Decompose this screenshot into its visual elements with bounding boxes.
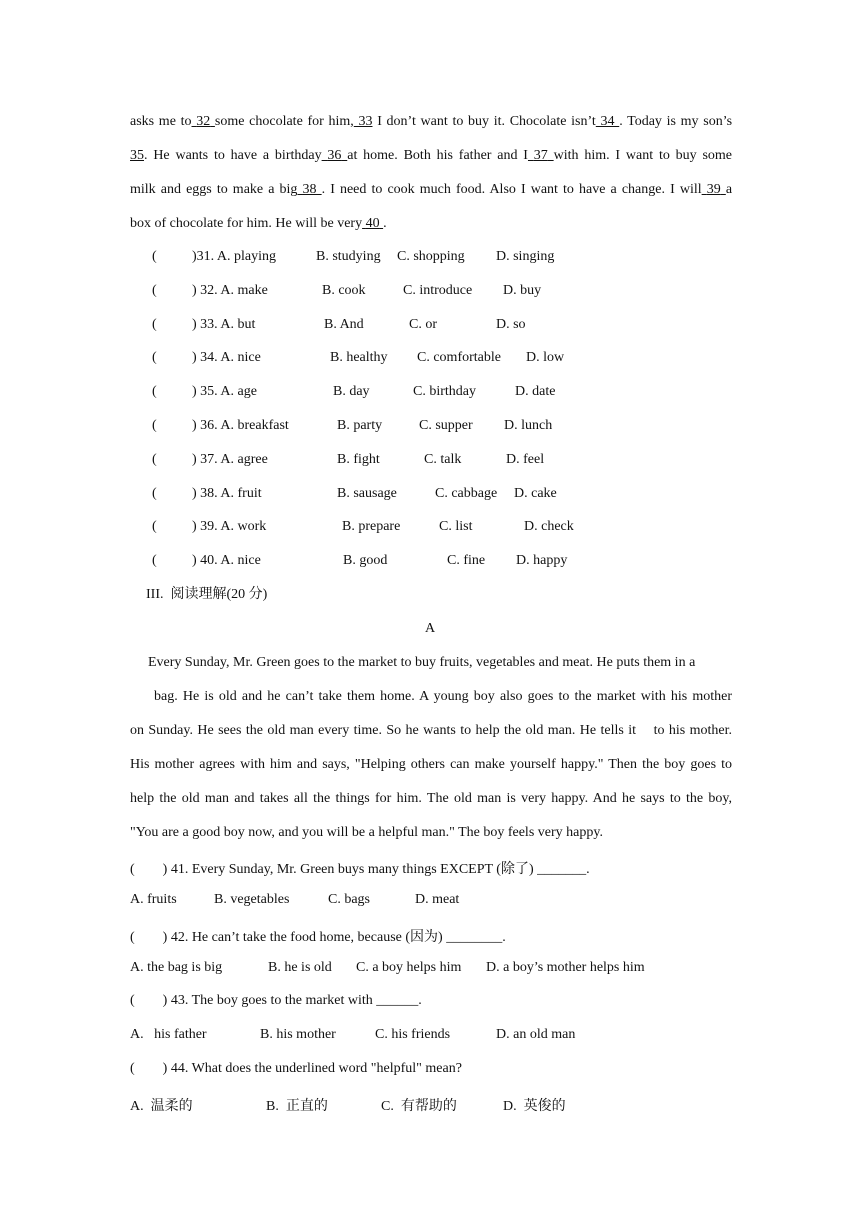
cloze-line-1: asks me to 32 some chocolate for him, 33 I don’t want to buy it. Chocolate isn’t 34 . Today is my son’s [130,114,733,129]
option-d: D. a boy’s mother helps him [486,959,645,975]
option-b: B. vegetables [214,892,290,907]
answer-paren: ( [152,451,157,467]
option-b: B. And [324,316,364,332]
passage-line: bag. He is old and he can’t take them home. A young boy also goes to the market with his mother [154,689,732,704]
answer-paren: ( [152,553,157,569]
option-c: C. a boy helps him [356,959,462,975]
option-a: A. 温柔的 [130,1098,193,1114]
option-c: C. 有帮助的 [381,1098,457,1114]
reading-question: ( ) 44. What does the underlined word "helpful" mean? [130,1060,462,1076]
option-b: B. day [333,384,370,400]
option-c: C. supper [419,418,473,433]
answer-paren: ( [152,249,157,264]
blank-33: 33 [358,114,373,129]
answer-paren: ( [152,282,157,298]
option-c: C. bags [328,892,370,907]
passage-line: help the old man and takes all the things for him. The old man is very happy. And he says to the boy, [130,791,732,806]
blank-39: 39 [706,182,721,197]
option-a: A. fruits [130,892,177,907]
question-stem: ) 39. A. work [192,519,267,535]
option-b: B. studying [316,249,381,264]
option-c: C. fine [447,553,486,569]
cloze-line-3: milk and eggs to make a big 38 . I need to cook much food. Also I want to have a change. I will 39 a [130,182,733,197]
question-stem: ) 35. A. age [192,384,257,400]
option-c: C. or [409,316,437,332]
option-b: B. sausage [337,485,397,501]
option-b: B. party [337,418,383,433]
option-d: D. an old man [496,1027,576,1042]
option-c: C. his friends [375,1027,451,1042]
question-stem: ) 33. A. but [192,316,256,332]
section-heading: III. 阅读理解(20 分) [146,587,268,602]
option-b: B. 正直的 [266,1098,328,1114]
question-stem: ) 40. A. nice [192,553,261,569]
question-stem: ) 38. A. fruit [192,485,262,501]
option-b: B. fight [337,451,380,467]
option-d: D. happy [516,553,568,569]
option-b: B. his mother [260,1027,336,1042]
option-d: D. meat [415,892,460,907]
option-d: D. cake [514,485,557,501]
reading-question: ( ) 43. The boy goes to the market with ______. [130,993,422,1008]
blank-40: 40 [365,216,380,231]
option-d: D. buy [503,282,542,298]
blank-34: 34 [600,114,615,129]
option-c: C. birthday [413,384,476,400]
option-b: B. he is old [268,959,332,975]
question-stem: ) 37. A. agree [192,451,268,467]
option-c: C. introduce [403,282,473,298]
reading-question: ( ) 42. He can’t take the food home, because (因为) ________. [130,929,506,945]
blank-32: 32 [196,114,211,129]
option-d: D. low [526,350,565,366]
passage-line: His mother agrees with him and says, "Helping others can make yourself happy." Then the boy goes to [130,757,732,772]
option-c: C. list [439,519,473,535]
option-c: C. comfortable [417,350,501,366]
blank-38: 38 [302,182,317,197]
passage-line: on Sunday. He sees the old man every time. So he wants to help the old man. He tells it to his mother. [130,723,732,738]
option-c: C. cabbage [435,485,498,501]
option-d: D. singing [496,249,555,264]
answer-paren: ( [152,350,157,366]
answer-paren: ( [152,519,157,535]
blank-37: 37 [533,148,548,163]
option-c: C. shopping [397,249,465,264]
answer-paren: ( [152,316,157,332]
blank-35: 35 [130,148,144,163]
cloze-line-4: box of chocolate for him. He will be very 40 . [130,216,387,231]
option-c: C. talk [424,451,462,467]
question-stem: ) 32. A. make [192,282,268,298]
option-b: B. cook [322,282,366,298]
blank-36: 36 [327,148,342,163]
question-stem: )31. A. playing [192,249,276,264]
option-a: A. the bag is big [130,959,223,975]
option-d: D. 英俊的 [503,1098,566,1114]
option-d: D. feel [506,451,545,467]
answer-paren: ( [152,485,157,501]
passage-line: Every Sunday, Mr. Green goes to the market to buy fruits, vegetables and meat. He puts them in a [148,655,696,670]
option-b: B. good [343,553,388,569]
question-stem: ) 36. A. breakfast [192,418,289,433]
answer-paren: ( [152,384,157,400]
option-a: A. his father [130,1027,207,1042]
reading-question: ( ) 41. Every Sunday, Mr. Green buys many things EXCEPT (除了) _______. [130,862,590,877]
cloze-line-2: 35. He wants to have a birthday 36 at home. Both his father and I 37 with him. I want to buy some [130,148,733,163]
passage-line: "You are a good boy now, and you will be a helpful man." The boy feels very happy. [130,825,603,840]
option-d: D. check [524,519,574,535]
option-d: D. date [515,384,556,400]
question-stem: ) 34. A. nice [192,350,261,366]
answer-paren: ( [152,418,157,433]
option-d: D. lunch [504,418,553,433]
option-b: B. healthy [330,350,388,366]
option-b: B. prepare [342,519,401,535]
passage-label: A [424,621,436,636]
option-d: D. so [496,316,526,332]
